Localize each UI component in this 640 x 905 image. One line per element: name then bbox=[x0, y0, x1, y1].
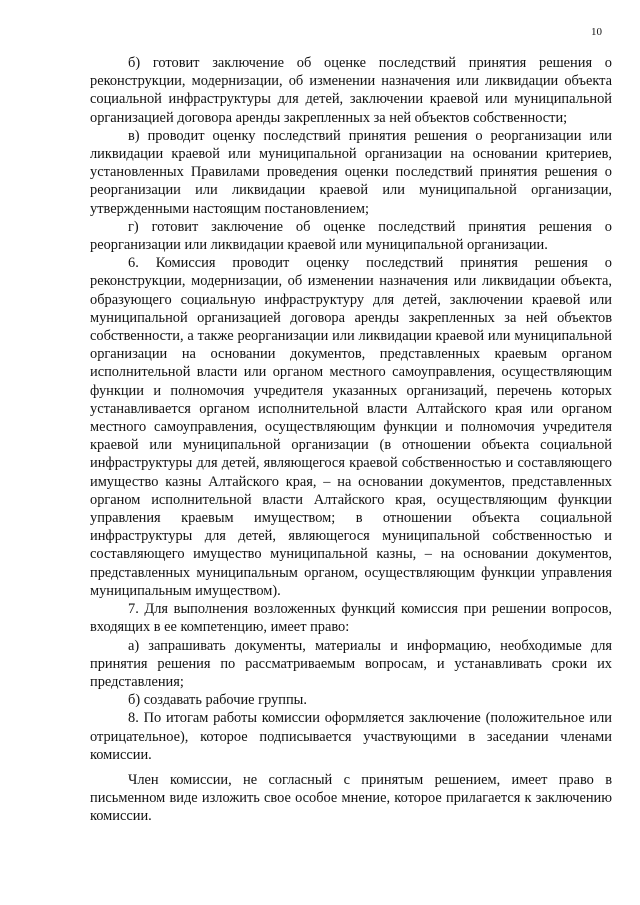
paragraph-b-working-groups: б) создавать рабочие группы. bbox=[128, 692, 307, 709]
paragraph-a-request: а) запрашивать документы, материалы и информацию, необходимые для принятия решения по рассматриваемым вопросам, и устанавливать сроки их представления; bbox=[90, 637, 612, 690]
paragraph-dissenting-opinion: Член комиссии, не согласный с принятым решением, имеет право в письменном виде изложить свое особое мнение, которое прилагается к заключению комиссии. bbox=[90, 771, 612, 825]
paragraph-v-assessment: в) проводит оценку последствий принятия решения о реорганизации или ликвидации краевой или муниципальной организации на основании критериев, установленных Правилами проведения оценки последствий принятия решения о реорганизации или ликвидации краевой или муниципальной организации, утвержденными настоящим постановлением; bbox=[90, 127, 612, 217]
document-body bbox=[90, 54, 612, 826]
paragraph-7-rights: 7. Для выполнения возложенных функций комиссия при решении вопросов, входящих в ее компетенцию, имеет право: bbox=[90, 601, 612, 636]
paragraph-g-conclusion: г) готовит заключение об оценке последствий принятия решения о реорганизации или ликвидации краевой или муниципальной организации. bbox=[90, 218, 612, 254]
paragraph-8-results: 8. По итогам работы комиссии оформляется заключение (положительное или отрицательное), которое подписывается участвующими в заседании членами комиссии. bbox=[90, 710, 612, 763]
page-number: 10 bbox=[591, 26, 602, 38]
paragraph-b-conclusion: б) готовит заключение об оценке последствий принятия решения о реконструкции, модернизации, об изменении назначения или ликвидации объекта социальной инфраструктуры для детей, заключении краевой или муниципальной организацией договора аренды закрепленных за ней объектов собственности; bbox=[90, 55, 612, 126]
paragraph-6-commission: 6. Комиссия проводит оценку последствий принятия решения о реконструкции, модернизации, об изменении назначения или ликвидации объекта, образующего социальную инфраструктуру для детей, заключении краевой или муниципальной организацией договора аренды закрепленных за ней объектов собственности, а также реорганизации или ликвидации краевой или муниципальной организации на основании документов, представленных краевым органом исполнительной власти или органом местного самоуправления, осуществляющим функции и полномочия учредителя указанных организаций, перечень которых устанавливается органом исполнительной власти Алтайского края или органом местного самоуправления, осуществляющим функции и полномочия учредителя краевой или муниципальной организации (в отношении объекта социальной инфраструктуры для детей, являющегося краевой собственностью и составляющего имущество казны Алтайского края, – на основании документов, представленных органом исполнительной власти Алтайского края, осуществляющим функции управления краевым имуществом; в отношении объекта социальной инфраструктуры для детей, являющегося муниципальной собственностью и составляющего имущество муниципальной казны, – на основании документов, представленных муниципальным органом, осуществляющим функции управления муниципальным имуществом). bbox=[90, 255, 612, 599]
